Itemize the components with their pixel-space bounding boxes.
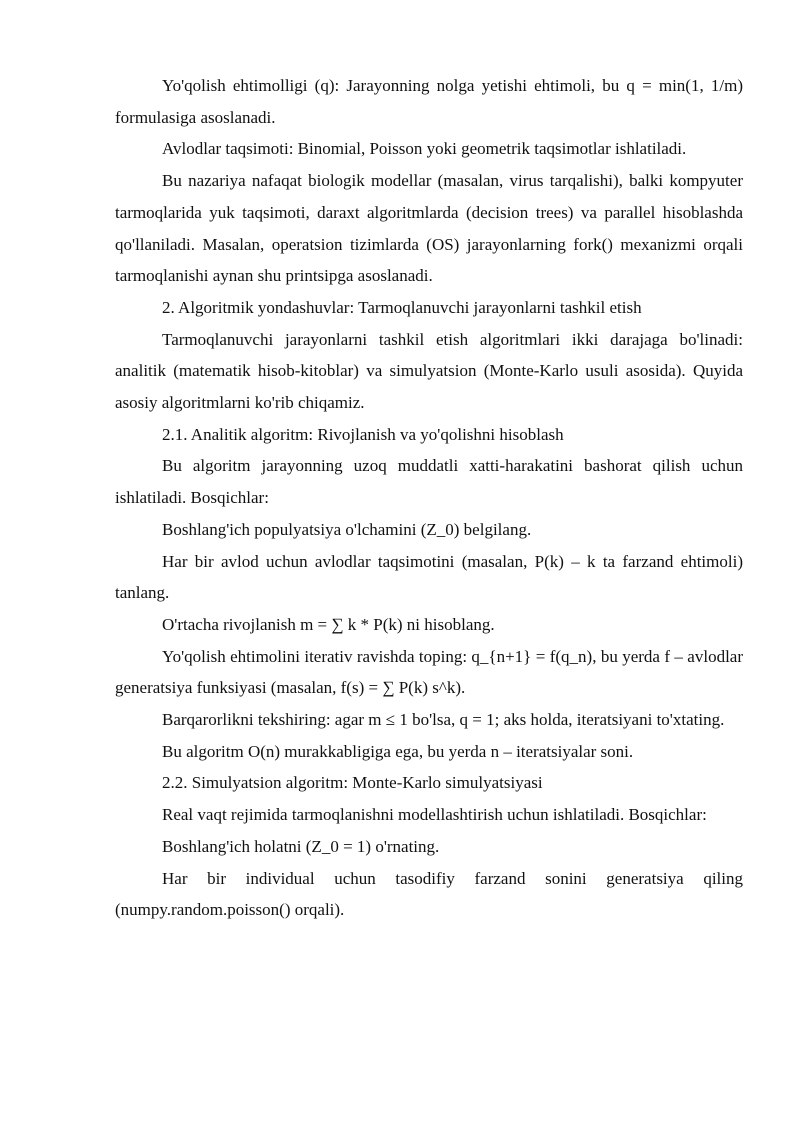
paragraph-simulation-intro: Real vaqt rejimida tarmoqlanishni modellashtirish uchun ishlatiladi. Bosqichlar:	[162, 805, 707, 825]
paragraph-analytic-intro: Bu algoritm jarayonning uzoq muddatli xatti-harakatini bashorat qilish uchun ishlatiladi. Bosqichlar:	[115, 456, 743, 508]
step-check-stability: Barqarorlikni tekshiring: agar m ≤ 1 bo'lsa, q = 1; aks holda, iteratsiyani to'xtating.	[162, 710, 725, 730]
paragraph-algorithm-levels: Tarmoqlanuvchi jarayonlarni tashkil etish algoritmlari ikki darajaga bo'linadi: analitik (matematik hisob-kitoblar) va simulyatsion (Monte-Karlo usuli asosida). Quyida asosiy algoritmlarni ko'rib chiqamiz.	[115, 329, 743, 413]
step-iterate-extinction: Yo'qolish ehtimolini iterativ ravishda toping: q_{n+1} = f(q_n), bu yerda f – avlodlar generatsiya funksiyasi (masalan, f(s) = ∑ P(k) s^k).	[115, 646, 743, 698]
step-initial-state: Boshlang'ich holatni (Z_0 = 1) o'rnating.	[162, 836, 440, 856]
step-initial-population: Boshlang'ich populyatsiya o'lchamini (Z_0) belgilang.	[162, 519, 532, 539]
section-heading-2-2: 2.2. Simulyatsion algoritm: Monte-Karlo simulyatsiyasi	[162, 773, 543, 793]
paragraph-theory-applications: Bu nazariya nafaqat biologik modellar (masalan, virus tarqalishi), balki kompyuter tarmoqlarida yuk taqsimoti, daraxt algoritmlarda (decision trees) va parallel hisoblashda qo'llaniladi. Masalan, operatsion tizimlarda (OS) jarayonlarning fork() mexanizmi orqali tarmoqlanishi aynan shu printsipga asoslanadi.	[115, 171, 743, 286]
paragraph-complexity: Bu algoritm O(n) murakkabligiga ega, bu yerda n – iteratsiyalar soni.	[162, 741, 634, 761]
section-heading-2-1: 2.1. Analitik algoritm: Rivojlanish va yo'qolishni hisoblash	[162, 424, 564, 444]
step-generate-offspring: Har bir individual uchun tasodifiy farzand sonini generatsiya qiling (numpy.random.poisson() orqali).	[115, 868, 743, 920]
paragraph-extinction-probability: Yo'qolish ehtimolligi (q): Jarayonning nolga yetishi ehtimoli, bu q = min(1, 1/m) formulasiga asoslanadi.	[115, 76, 743, 127]
paragraph-offspring-distribution: Avlodlar taqsimoti: Binomial, Poisson yoki geometrik taqsimotlar ishlatiladi.	[162, 139, 687, 159]
section-heading-2: 2. Algoritmik yondashuvlar: Tarmoqlanuvchi jarayonlarni tashkil etish	[162, 297, 642, 317]
step-compute-mean: O'rtacha rivojlanish m = ∑ k * P(k) ni hisoblang.	[162, 614, 495, 634]
step-choose-distribution: Har bir avlod uchun avlodlar taqsimotini (masalan, P(k) – k ta farzand ehtimoli) tanlang.	[115, 551, 743, 603]
